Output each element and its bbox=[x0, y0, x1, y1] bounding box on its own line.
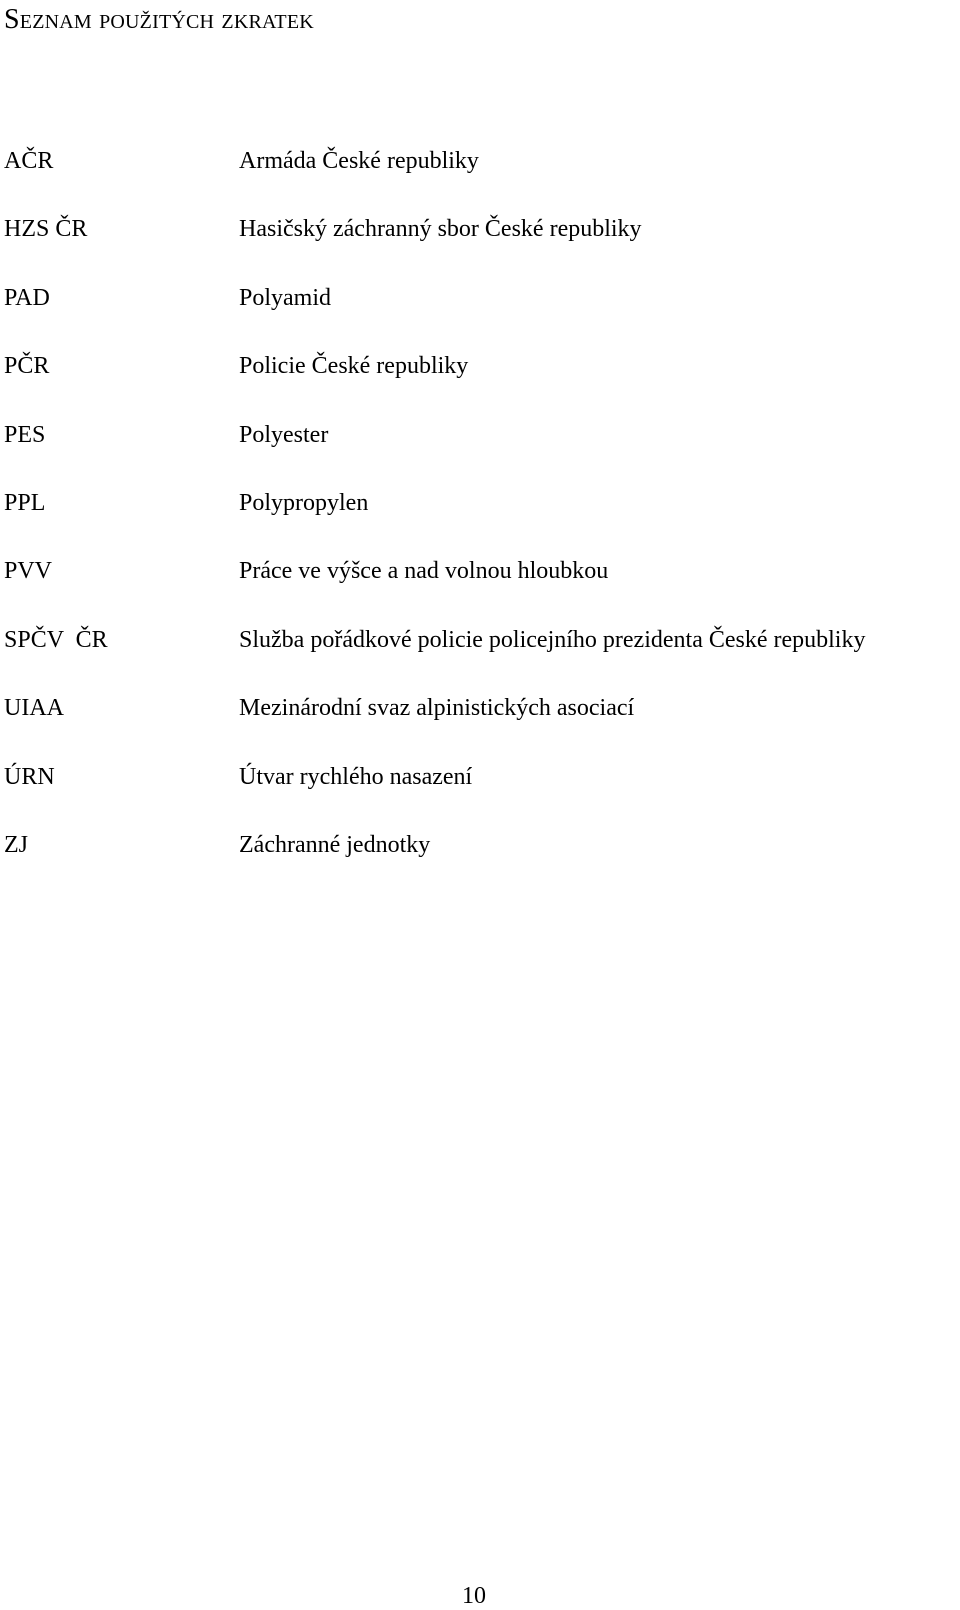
list-item bbox=[0, 212, 960, 280]
abbreviation-meaning: Útvar rychlého nasazení bbox=[239, 763, 473, 790]
abbreviation: PVV bbox=[4, 558, 53, 585]
abbreviation: SPČV ČR bbox=[4, 626, 108, 653]
list-item bbox=[0, 349, 960, 417]
abbreviation-meaning: Práce ve výšce a nad volnou hloubkou bbox=[239, 558, 609, 585]
abbreviation: AČR bbox=[4, 148, 54, 174]
list-item bbox=[0, 486, 960, 554]
abbreviation: UIAA bbox=[4, 695, 64, 722]
list-item bbox=[0, 828, 960, 896]
abbreviation-meaning: Armáda České republiky bbox=[239, 148, 479, 174]
abbreviation: HZS ČR bbox=[4, 216, 88, 243]
abbreviation-meaning: Mezinárodní svaz alpinistických asociací bbox=[239, 695, 635, 722]
abbreviation-meaning: Policie České republiky bbox=[239, 353, 469, 380]
abbreviation: PAD bbox=[4, 284, 50, 311]
abbreviation-meaning: Hasičský záchranný sbor České republiky bbox=[239, 216, 642, 243]
abbreviation-meaning: Polyester bbox=[239, 421, 329, 448]
page-number: 10 bbox=[462, 1583, 486, 1609]
list-item bbox=[0, 623, 960, 691]
list-item bbox=[0, 760, 960, 828]
abbreviation-meaning: Polypropylen bbox=[239, 489, 369, 516]
abbreviation-meaning: Služba pořádkové policie policejního prezidenta České republiky bbox=[239, 626, 866, 653]
abbreviation-list bbox=[0, 144, 960, 896]
abbreviation: PPL bbox=[4, 489, 46, 516]
page-title: Seznam použitých zkratek bbox=[4, 4, 314, 35]
list-item bbox=[0, 144, 960, 212]
list-item bbox=[0, 281, 960, 349]
abbreviation-meaning: Polyamid bbox=[239, 284, 332, 311]
abbreviation: ZJ bbox=[4, 831, 28, 858]
abbreviation: PES bbox=[4, 421, 46, 448]
list-item bbox=[0, 691, 960, 759]
list-item bbox=[0, 418, 960, 486]
abbreviation: ÚRN bbox=[4, 763, 55, 790]
list-item bbox=[0, 554, 960, 622]
abbreviation: PČR bbox=[4, 353, 50, 380]
abbreviation-meaning: Záchranné jednotky bbox=[239, 831, 431, 858]
